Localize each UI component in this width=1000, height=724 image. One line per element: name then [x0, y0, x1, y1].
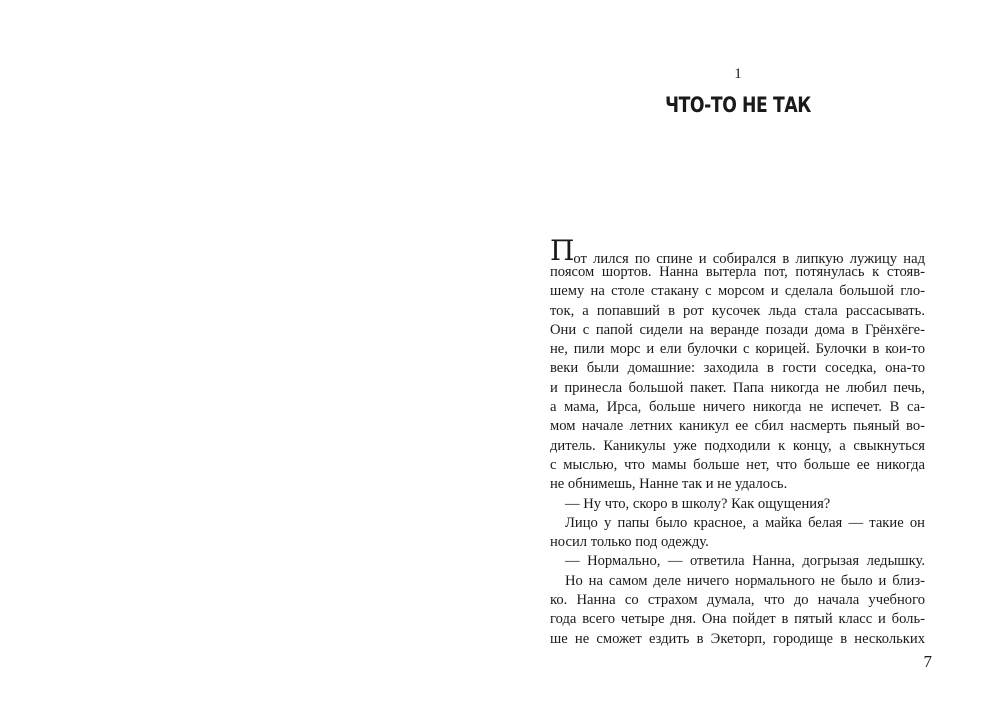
text-line: Лицо у папы было красное, а майка белая — такие он: [565, 514, 925, 531]
text-line: носил только под одежду.: [550, 534, 709, 551]
text-line: ток, а попавший в рот кусочек льда стала рассасывать.: [550, 302, 925, 319]
text-line: Они с папой сидели на веранде позади дома в Грёнхёге-: [550, 321, 925, 338]
right-page: [500, 0, 1000, 724]
text-line-1-rest: от лился по спине и собирался в липкую лужицу над: [573, 251, 925, 267]
text-line: не, пили морс и ели булочки с корицей. Булочки в кои-то: [550, 341, 925, 358]
text-line: дитель. Каникулы уже подходили к концу, а свыкнуться: [550, 437, 925, 454]
text-line: и принесла большой пакет. Папа никогда не любил печь,: [550, 379, 925, 396]
text-line: с мыслью, что мамы больше нет, что больше ее никогда: [550, 456, 925, 473]
text-line: ко. Нанна со страхом думала, что до начала учебного: [550, 592, 925, 609]
text-line: не обнимешь, Нанне так и не удалось.: [550, 476, 788, 493]
text-line-1: [550, 234, 925, 267]
chapter-number: 1: [734, 66, 742, 82]
text-line: веки были домашние: заходила в гости соседка, она-то: [550, 360, 925, 377]
dialogue-line: — Ну что, скоро в школу? Как ощущения?: [565, 495, 831, 512]
text-line: мом начале летних каникул ее сбил насмерть пьяный во-: [550, 418, 925, 435]
chapter-title: ЧТО-ТО НЕ ТАК: [665, 93, 811, 117]
text-line: а мама, Ирса, больше ничего никогда не испечет. В са-: [550, 399, 925, 416]
text-line: поясом шортов. Нанна вытерла пот, потянулась к стояв-: [550, 264, 925, 280]
text-line: Но на самом деле ничего нормального не было и близ-: [565, 572, 925, 589]
text-line: шему на столе стакану с морсом и сделала большой гло-: [550, 283, 925, 300]
text-line: года всего четыре дня. Она пойдет в пятый класс и боль-: [550, 611, 925, 628]
page-number: 7: [923, 652, 932, 671]
drop-cap-letter: П: [550, 234, 574, 267]
dialogue-line: — Нормально, — ответила Нанна, догрызая ледышку.: [565, 553, 925, 570]
chapter-body-text: [550, 234, 925, 649]
text-line: ше не сможет ездить в Экеторп, городище в нескольких: [550, 630, 925, 647]
